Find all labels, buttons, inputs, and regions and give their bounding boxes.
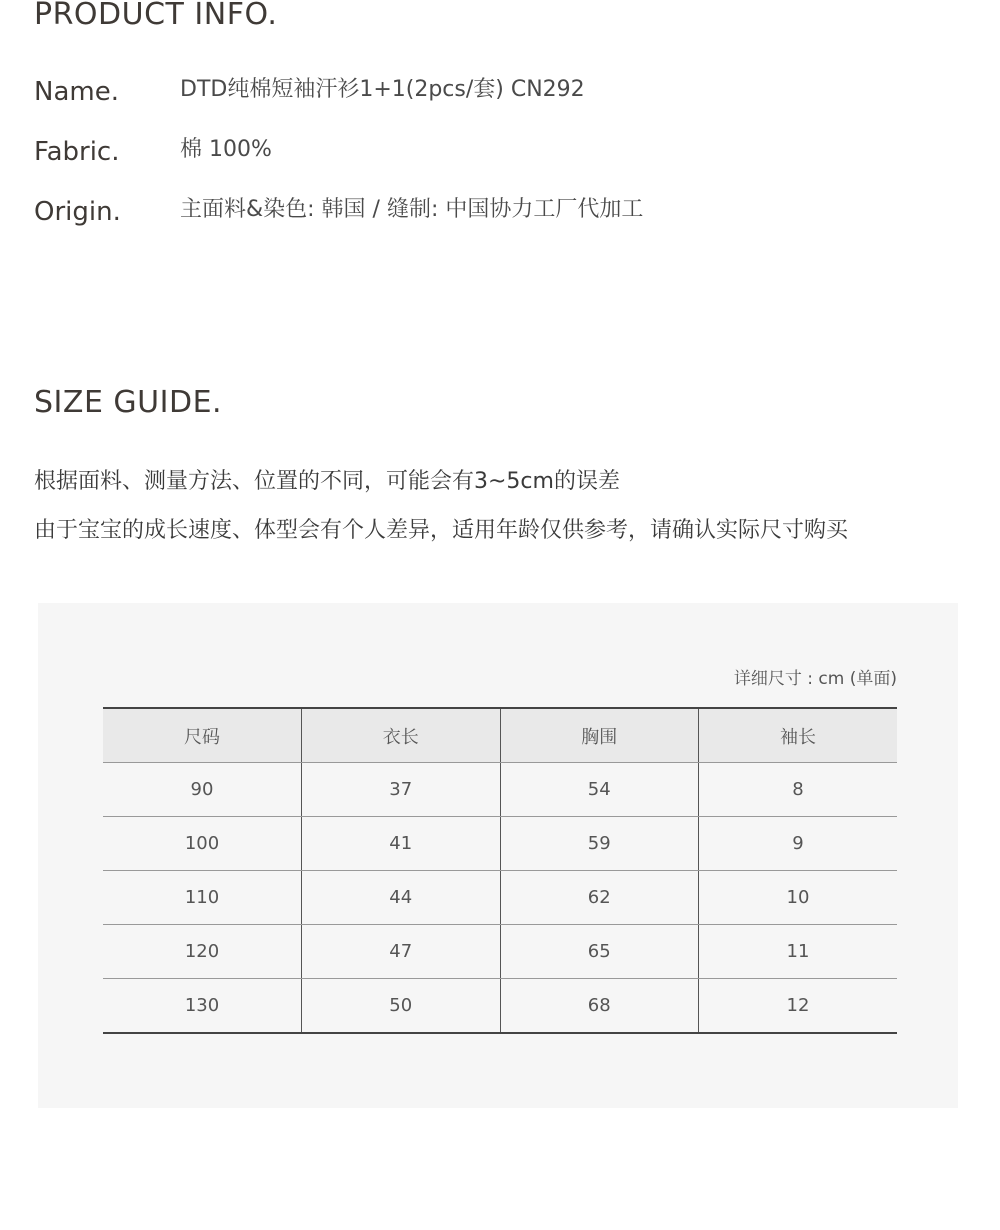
header-sleeve: 袖长 (699, 708, 898, 763)
info-row-origin (34, 192, 934, 232)
header-chest: 胸围 (500, 708, 699, 763)
cell-chest: 65 (500, 925, 699, 979)
product-info-title: PRODUCT INFO. (34, 0, 278, 32)
size-note-measurement: 根据面料、测量方法、位置的不同，可能会有3~5cm的误差 (34, 469, 620, 494)
cell-sleeve: 9 (699, 817, 898, 871)
table-row (103, 925, 897, 979)
cell-length: 47 (302, 925, 501, 979)
header-size: 尺码 (103, 708, 302, 763)
cell-chest: 62 (500, 871, 699, 925)
size-table-panel (38, 603, 958, 1108)
cell-chest: 54 (500, 763, 699, 817)
cell-sleeve: 8 (699, 763, 898, 817)
cell-length: 37 (302, 763, 501, 817)
table-header-row (103, 708, 897, 763)
table-row (103, 763, 897, 817)
size-table (103, 707, 897, 1034)
info-row-fabric (34, 132, 934, 172)
table-row (103, 871, 897, 925)
cell-size: 120 (103, 925, 302, 979)
cell-chest: 59 (500, 817, 699, 871)
origin-label: Origin. (34, 197, 121, 227)
cell-sleeve: 12 (699, 979, 898, 1034)
cell-length: 50 (302, 979, 501, 1034)
cell-sleeve: 11 (699, 925, 898, 979)
cell-sleeve: 10 (699, 871, 898, 925)
info-row-name (34, 72, 934, 112)
table-row (103, 979, 897, 1034)
fabric-value: 棉 100% (180, 137, 272, 162)
size-note-age: 由于宝宝的成长速度、体型会有个人差异，适用年龄仅供参考，请确认实际尺寸购买 (34, 518, 849, 543)
cell-length: 44 (302, 871, 501, 925)
cell-length: 41 (302, 817, 501, 871)
cell-size: 100 (103, 817, 302, 871)
fabric-label: Fabric. (34, 137, 120, 167)
size-guide-title: SIZE GUIDE. (34, 385, 223, 420)
cell-chest: 68 (500, 979, 699, 1034)
origin-value: 主面料&染色: 韩国 / 缝制: 中国协力工厂代加工 (180, 197, 644, 222)
unit-caption: 详细尺寸 : cm (单面) (733, 669, 897, 689)
name-label: Name. (34, 77, 119, 107)
table-row (103, 817, 897, 871)
name-value: DTD纯棉短袖汗衫1+1(2pcs/套) CN292 (180, 77, 585, 102)
cell-size: 130 (103, 979, 302, 1034)
header-length: 衣长 (302, 708, 501, 763)
cell-size: 90 (103, 763, 302, 817)
cell-size: 110 (103, 871, 302, 925)
